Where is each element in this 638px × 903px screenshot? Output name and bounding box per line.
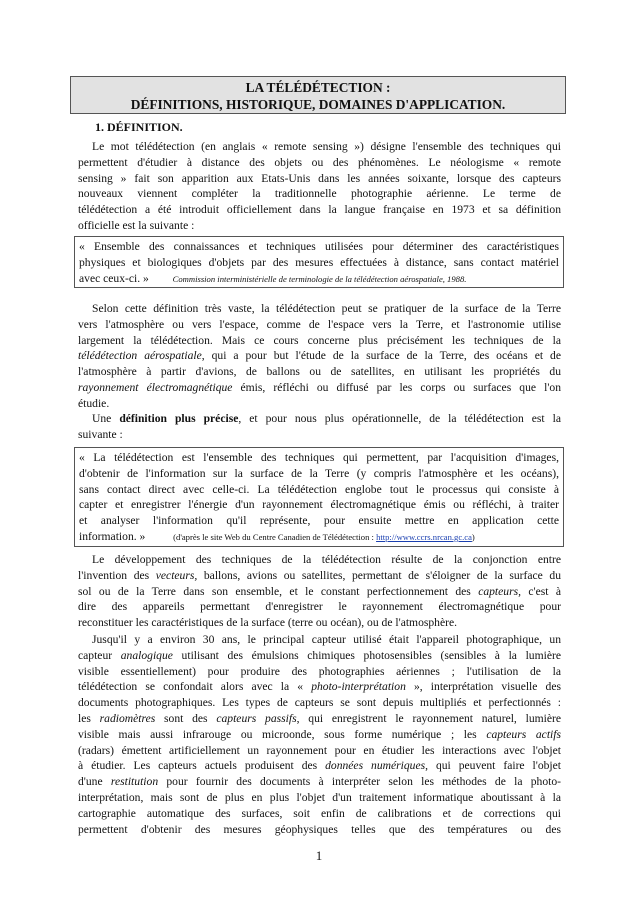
title-line-2: DÉFINITIONS, HISTORIQUE, DOMAINES D'APPLICATION. (130, 97, 506, 112)
emphasis: capteurs actifs (486, 727, 561, 741)
text-line: largement la télédétection. Mais ce cours concerne plus précisément les techniques de la (78, 333, 561, 347)
quote-line-last (79, 529, 559, 545)
emphasis: capteurs passifs (216, 711, 297, 725)
text-line: visible mais aussi infrarouge ou microonde, sous forme numérique ; les capteurs actifs (78, 727, 561, 741)
text-line: Une définition plus précise, et pour nous plus opérationnelle, de la télédétection est la (92, 412, 561, 425)
strong-text: définition plus précise (119, 412, 239, 425)
emphasis: restitution (110, 775, 159, 789)
text-line: télédétection a été introduit officiellement dans la langue française en 1973 et sa définition (78, 203, 561, 217)
emphasis: rayonnement électromagnétique (78, 380, 233, 394)
text-line: capteur analogique utilisant des émulsions chimiques photosensibles (sensibles à la lumière (78, 648, 561, 662)
quote-text: avec ceux-ci. » (79, 271, 149, 285)
emphasis: vecteurs, (155, 568, 198, 582)
text-line: cartographie automatique des surfaces, soit enfin de calibrations et de corrections qui (78, 806, 561, 820)
quote-line: physiques et biologiques d'objets par des mesures effectuées à distance, sans contact matériel (79, 255, 559, 269)
paragraph-development (78, 552, 561, 631)
text-line: Selon cette définition très vaste, la télédétection peut se pratiquer de la surface de la Terre (92, 302, 561, 315)
quote-line: « La télédétection est l'ensemble des techniques qui permettent, par l'acquisition d'images, (79, 451, 559, 464)
text-line: l'atmosphère à partir d'avions, de ballons ou de satellites, en utilisant les propriétés du (78, 365, 561, 379)
text-line: à étudier. Les capteurs actuels produisent des données numériques, qui peuvent faire l'objet (78, 759, 561, 773)
text-line: télédétection aérospatiale, qui a pour but l'étude de la surface de la Terre, des océans et de (78, 349, 561, 363)
text-line: l'invention des vecteurs, ballons, avions ou satellites, permettant de s'éloigner de la surface du (78, 568, 561, 582)
text-line: d'une restitution pour fournir des documents à interpréter selon les méthodes de la photo- (78, 775, 561, 789)
text-line: reconstituer les caractéristiques de la surface (terre ou océan), ou de l'atmosphère. (78, 616, 458, 630)
paragraph-history (78, 632, 561, 837)
quote-line: « Ensemble des connaissances et techniques utilisées pour déterminer des caractéristiques (79, 240, 559, 253)
emphasis: radiomètres (99, 711, 156, 725)
official-definition-quote (74, 236, 564, 288)
text-line: permettent d'étudier à distance des objets ou des phénomènes. Le néologisme « remote (78, 155, 561, 169)
text-line: nouveaux viennent compléter la traditionnelle photographie aérienne. Le terme de (78, 187, 561, 201)
quote-source-prefix: (d'après le site Web du Centre Canadien de Télédétection : (173, 531, 377, 542)
text-line: interprétation, mais sont de plus en plus l'objet d'un traitement informatique aboutissant à la (78, 790, 561, 804)
quote-line: d'obtenir de l'information sur la surface de la Terre (y compris l'atmosphère et les océans), (79, 466, 559, 480)
emphasis: analogique (120, 648, 173, 662)
title-line-1: LA TÉLÉDÉTECTION : (245, 80, 391, 95)
text-line: sol ou de la Terre dans son ensemble, et le constant perfectionnement des capteurs, c'est à (78, 584, 561, 598)
quote-source-suffix: ) (471, 531, 475, 542)
quote-source: Commission interministérielle de terminologie de la télédétection aérospatiale, 1988. (172, 273, 467, 284)
text-line: les radiomètres sont des capteurs passifs, qui enregistrent le rayonnement naturel, lumière (78, 711, 562, 725)
title-banner (70, 76, 566, 114)
text-line: permettent d'obtenir des mesures géophysiques telles que des températures ou des (78, 822, 561, 836)
text-line: sensing » fait son apparition aux Etats-Unis dans les années soixante, lorsque des capteurs (78, 171, 561, 185)
text-line: vers l'atmosphère ou vers l'espace, comme de l'espace vers la Terre, et l'astronomie utilise (78, 317, 561, 331)
emphasis: données numériques (325, 759, 426, 773)
text-line: (radars) émettent artificiellement un rayonnement pour en étudier les interactions avec l'objet (78, 743, 561, 757)
emphasis: télédétection aérospatiale (78, 349, 202, 363)
quote-line: sans contact direct avec celle-ci. La télédétection englobe tout le processus qui consiste à (79, 482, 559, 496)
paragraph-precise-definition (78, 411, 561, 443)
ccrs-website-link[interactable]: http://www.ccrs.nrcan.gc.ca (376, 531, 472, 542)
quote-line: capter et enregistrer l'énergie d'un rayonnement électromagnétique émis ou réfléchi, à traiter (79, 498, 559, 512)
text-line: rayonnement électromagnétique émis, réfléchi ou diffusé par les corps ou surfaces que l'on (78, 380, 561, 394)
quote-line: et analyser l'information qu'il représente, pour ensuite mettre en application cette (79, 514, 559, 528)
quote-line-last (79, 271, 559, 287)
page-number: 1 (315, 848, 323, 863)
ccrs-definition-quote (74, 447, 564, 547)
text-line: dire des appareils permettant d'enregistrer le rayonnement électromagnétique pour (78, 600, 561, 614)
text-line: télédétection se confondait alors avec la « photo-interprétation », interprétation visuelle des (78, 680, 561, 694)
text-line: visible essentiellement) pour produire des photographies aériennes ; l'utilisation de la (78, 664, 561, 678)
text-line: étudie. (78, 396, 110, 410)
paragraph-intro (78, 139, 561, 234)
paragraph-scope (78, 301, 561, 412)
emphasis: capteurs, (478, 584, 522, 598)
text-line: suivante : (78, 427, 123, 441)
text-line: Jusqu'il y a environ 30 ans, le principal capteur utilisé était l'appareil photographique, un (92, 633, 561, 646)
text-line: Le développement des techniques de la télédétection résulte de la conjonction entre (92, 553, 561, 566)
section-heading-definition: 1. DÉFINITION. (95, 120, 183, 134)
emphasis: photo-interprétation (311, 680, 406, 694)
text-line: documents photographiques. Les types de capteurs se sont depuis multipliés et perfectionnés : (78, 696, 561, 710)
text-line: officielle est la suivante : (78, 218, 195, 232)
quote-text: information. » (79, 529, 146, 543)
text-line: Le mot télédétection (en anglais « remote sensing ») désigne l'ensemble des techniques qui (92, 140, 561, 153)
